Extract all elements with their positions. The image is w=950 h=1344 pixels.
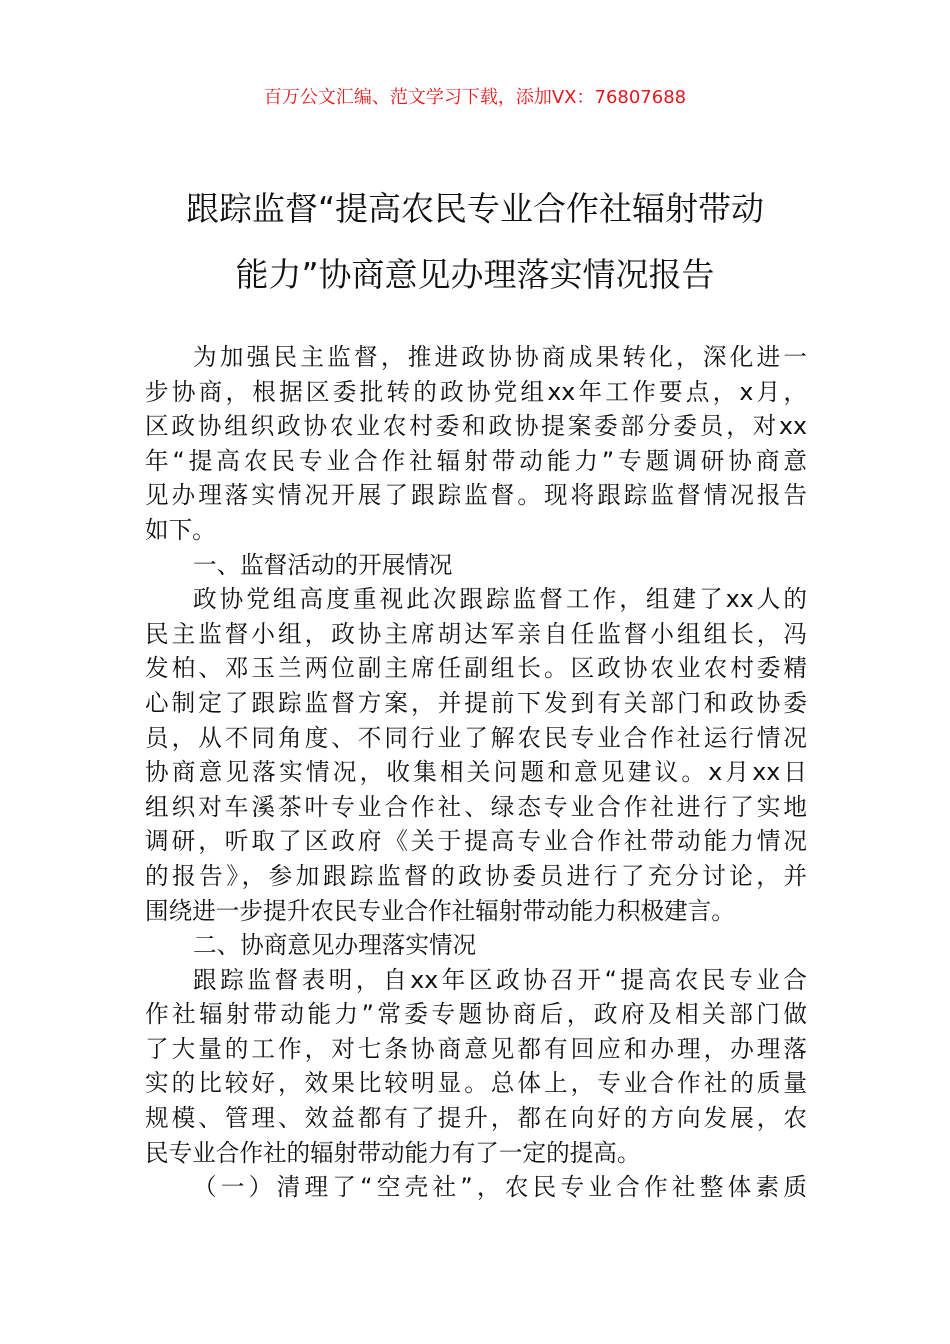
body-line: 作社辐射带动能力”常委专题协商后，政府及相关部门做 <box>145 1000 807 1029</box>
section-heading-1: 一、监督活动的开展情况 <box>193 550 453 579</box>
body-line: 步协商，根据区委批转的政协党组xx年工作要点，x月， <box>145 377 807 406</box>
title-line-1: 跟踪监督“提高农民专业合作社辐射带动 <box>185 189 765 228</box>
body-line: 心制定了跟踪监督方案，并提前下发到有关部门和政协委 <box>145 688 807 717</box>
body-line: 如下。 <box>145 515 216 544</box>
body-line: 跟踪监督表明，自xx年区政协召开“提高农民专业合 <box>193 965 807 994</box>
body-line: 员，从不同角度、不同行业了解农民专业合作社运行情况 <box>145 723 807 752</box>
watermark-banner: 百万公文汇编、范文学习下载，添加VX：76807688 <box>263 87 687 108</box>
title-line-2: 能力”协商意见办理落实情况报告 <box>235 255 715 294</box>
body-line: 见办理落实情况开展了跟踪监督。现将跟踪监督情况报告 <box>145 481 807 510</box>
body-line: 协商意见落实情况，收集相关问题和意见建议。x月xx日 <box>145 758 807 787</box>
body-line: 的报告》，参加跟踪监督的政协委员进行了充分讨论，并 <box>145 861 807 890</box>
body-line: 区政协组织政协农业农村委和政协提案委部分委员，对xx <box>145 412 807 441</box>
body-line: 实的比较好，效果比较明显。总体上，专业合作社的质量 <box>145 1069 807 1098</box>
body-line: 民主监督小组，政协主席胡达军亲自任监督小组组长，冯 <box>145 619 807 648</box>
body-line: 发柏、邓玉兰两位副主席任副组长。区政协农业农村委精 <box>145 654 807 683</box>
body-line: 组织对车溪茶叶专业合作社、绿态专业合作社进行了实地 <box>145 792 807 821</box>
body-line: 围绕进一步提升农民专业合作社辐射带动能力积极建言。 <box>145 896 735 925</box>
subsection-heading-1: （一）清理了“空壳社”，农民专业合作社整体素质 <box>193 1173 807 1202</box>
body-line: 为加强民主监督，推进政协协商成果转化，深化进一 <box>193 343 807 371</box>
body-line: 调研，听取了区政府《关于提高专业合作社带动能力情况 <box>145 827 807 856</box>
body-line: 了大量的工作，对七条协商意见都有回应和办理，办理落 <box>145 1034 807 1063</box>
body-line: 规模、管理、效益都有了提升，都在向好的方向发展，农 <box>145 1104 807 1133</box>
body-line: 年“提高农民专业合作社辐射带动能力”专题调研协商意 <box>145 446 807 475</box>
document-body <box>145 340 807 1205</box>
body-line: 政协党组高度重视此次跟踪监督工作，组建了xx人的 <box>193 585 807 614</box>
document-title <box>120 176 830 308</box>
body-line: 民专业合作社的辐射带动能力有了一定的提高。 <box>145 1138 641 1167</box>
section-heading-2: 二、协商意见办理落实情况 <box>193 931 477 960</box>
